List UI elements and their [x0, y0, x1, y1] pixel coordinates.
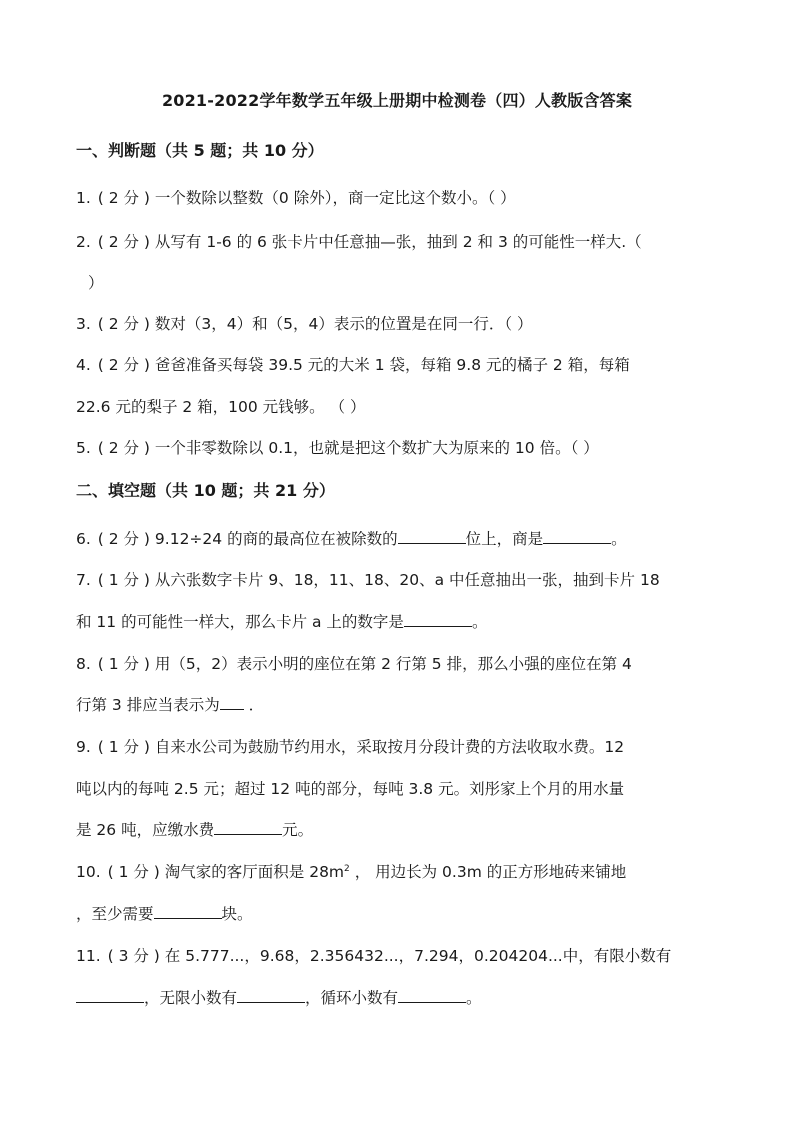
question-number: 7. [76, 571, 91, 589]
question-9-continuation [76, 818, 313, 840]
section-heading-fill-in: 二、填空题（共 10 题；共 21 分） [76, 481, 335, 500]
question-points: ( 3 分 ) [107, 947, 160, 965]
question-text: 。 [471, 613, 488, 631]
question-2-continuation: ） [88, 274, 104, 292]
question-points: ( 2 分 ) [97, 233, 150, 251]
question-8-continuation [76, 693, 264, 715]
question-10-continuation [76, 902, 253, 924]
question-9 [76, 735, 624, 757]
question-text: ，循环小数有 [305, 989, 399, 1007]
answer-blank [214, 820, 282, 835]
answer-blank [76, 988, 144, 1003]
question-6 [76, 527, 627, 549]
question-number: 5. [76, 439, 91, 457]
question-text: 。 [611, 530, 627, 548]
question-text: 从六张数字卡片 9、18，11、18、20、a 中任意抽出一张，抽到卡片 18 [154, 571, 660, 589]
answer-blank [154, 904, 222, 919]
question-text: 和 11 的可能性一样大，那么卡片 a 上的数字是 [76, 613, 404, 631]
question-text: 用（5，2）表示小明的座位在第 2 行第 5 排，那么小强的座位在第 4 [154, 655, 632, 673]
question-3 [76, 312, 533, 334]
question-text: 元。 [282, 821, 314, 839]
question-points: ( 2 分 ) [97, 439, 150, 457]
question-text: ， 用边长为 0.3m 的正方形地砖来铺地 [354, 863, 627, 881]
question-text: 在 5.777...，9.68，2.356432...，7.294，0.204204...中，有限小数有 [164, 947, 672, 965]
question-text: 行第 3 排应当表示为 [76, 696, 220, 714]
question-points: ( 1 分 ) [97, 738, 150, 756]
question-5 [76, 436, 599, 458]
question-points: ( 2 分 ) [97, 315, 150, 333]
question-10 [76, 860, 626, 882]
question-1 [76, 186, 516, 208]
answer-blank [398, 529, 466, 544]
question-number: 8. [76, 655, 91, 673]
answer-blank [220, 695, 244, 710]
question-points: ( 2 分 ) [97, 189, 150, 207]
question-text: 数对（3，4）和（5，4）表示的位置是在同一行．（ ） [154, 315, 533, 333]
question-4-continuation: 22.6 元的梨子 2 箱，100 元钱够。 （ ） [76, 398, 366, 416]
question-number: 11. [76, 947, 101, 965]
question-points: ( 1 分 ) [107, 863, 160, 881]
question-points: ( 2 分 ) [97, 356, 150, 374]
question-text: 9.12÷24 的商的最高位在被除数的 [154, 530, 398, 548]
question-number: 10. [76, 863, 101, 881]
question-number: 1. [76, 189, 91, 207]
question-text: 是 26 吨，应缴水费 [76, 821, 215, 839]
question-4 [76, 353, 630, 375]
section-heading-judgement: 一、判断题（共 5 题；共 10 分） [76, 141, 324, 160]
question-text: 。 [466, 989, 482, 1007]
question-text: 从写有 1-6 的 6 张卡片中任意抽—张，抽到 2 和 3 的可能性一样大.（ [154, 233, 642, 251]
question-11 [76, 944, 671, 966]
answer-blank [398, 988, 466, 1003]
question-text: 一个数除以整数（0 除外），商一定比这个数小。（ ） [154, 189, 516, 207]
superscript: 2 [344, 863, 350, 874]
answer-blank [237, 988, 305, 1003]
question-number: 2. [76, 233, 91, 251]
question-number: 3. [76, 315, 91, 333]
question-text: ． [248, 696, 265, 714]
question-text: 淘气家的客厅面积是 28m [164, 863, 345, 881]
question-7 [76, 568, 660, 590]
question-text: ，无限小数有 [144, 989, 238, 1007]
question-text: 一个非零数除以 0.1，也就是把这个数扩大为原来的 10 倍。（ ） [154, 439, 599, 457]
question-points: ( 2 分 ) [97, 530, 150, 548]
question-9-continuation: 吨以内的每吨 2.5 元；超过 12 吨的部分，每吨 3.8 元。刘彤家上个月的用水量 [76, 780, 625, 798]
page-title: 2021-2022学年数学五年级上册期中检测卷（四）人教版含答案 [161, 91, 633, 110]
answer-blank [543, 529, 611, 544]
question-points: ( 1 分 ) [97, 655, 150, 673]
question-11-continuation [76, 986, 482, 1008]
question-8 [76, 652, 632, 674]
question-number: 4. [76, 356, 91, 374]
question-7-continuation [76, 610, 487, 632]
question-text: 块。 [221, 905, 253, 923]
answer-blank [404, 612, 472, 627]
question-number: 6. [76, 530, 91, 548]
question-2 [76, 230, 642, 252]
question-text: 位上，商是 [465, 530, 544, 548]
question-text: ，至少需要 [76, 905, 154, 923]
question-text: 爸爸准备买每袋 39.5 元的大米 1 袋，每箱 9.8 元的橘子 2 箱，每箱 [154, 356, 630, 374]
question-text: 自来水公司为鼓励节约用水，采取按月分段计费的方法收取水费。12 [154, 738, 625, 756]
question-points: ( 1 分 ) [97, 571, 150, 589]
question-number: 9. [76, 738, 91, 756]
